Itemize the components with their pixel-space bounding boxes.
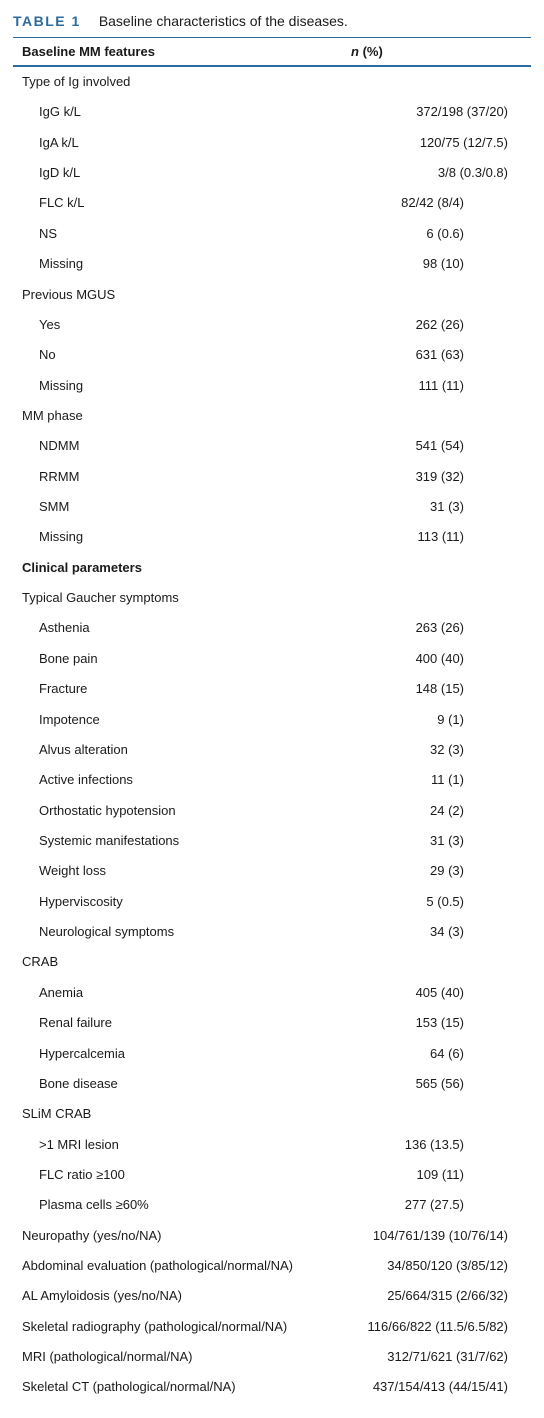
table-row	[0, 1039, 544, 1069]
row-value: 6 (0.6)	[426, 225, 464, 241]
row-value: 113 (11)	[417, 529, 464, 545]
table-row	[0, 462, 544, 492]
row-value: 111 (11)	[418, 377, 464, 393]
table-row	[0, 249, 544, 279]
table-row	[0, 826, 544, 856]
table-row	[0, 1130, 544, 1160]
row-label: SLiM CRAB	[22, 1106, 92, 1122]
table-row	[0, 1190, 544, 1220]
row-value: 31 (3)	[430, 499, 464, 515]
table-row	[0, 492, 544, 522]
row-label: IgA k/L	[39, 134, 79, 150]
row-value: 5 (0.5)	[426, 893, 464, 909]
table-row	[0, 371, 544, 401]
row-label: Skeletal CT (pathological/normal/NA)	[22, 1379, 236, 1395]
table-row	[0, 340, 544, 370]
table-row	[0, 1008, 544, 1038]
row-label: NDMM	[39, 438, 80, 454]
row-label: CRAB	[22, 954, 59, 970]
row-label: FLC ratio ≥100	[39, 1166, 125, 1182]
row-value: 312/71/621 (31/7/62)	[387, 1349, 508, 1365]
table-row	[0, 128, 544, 158]
row-value: 405 (40)	[415, 984, 464, 1000]
table-section-row	[0, 280, 544, 310]
row-label: RRMM	[39, 468, 80, 484]
table-body	[0, 67, 544, 1403]
row-value: 319 (32)	[415, 468, 464, 484]
row-label: Hypercalcemia	[39, 1045, 125, 1061]
header-count	[351, 40, 383, 64]
table-row	[0, 856, 544, 886]
table-section-row	[0, 583, 544, 613]
row-value: 263 (26)	[415, 620, 464, 636]
table-row	[0, 765, 544, 795]
table-title: Baseline characteristics of the diseases.	[98, 13, 348, 29]
row-label: Missing	[39, 529, 84, 545]
row-value: 136 (13.5)	[404, 1136, 464, 1152]
table-section-row	[0, 553, 544, 583]
row-label: IgG k/L	[39, 104, 81, 120]
table-section-row	[0, 67, 544, 97]
row-label: Systemic manifestations	[39, 832, 180, 848]
row-value: 565 (56)	[415, 1075, 464, 1091]
row-value: 82/42 (8/4)	[401, 195, 464, 211]
row-value: 31 (3)	[430, 832, 464, 848]
row-value: 541 (54)	[415, 438, 464, 454]
row-label: Renal failure	[39, 1015, 112, 1031]
row-value: 372/198 (37/20)	[416, 104, 508, 120]
header-features: Baseline MM features	[22, 44, 155, 59]
row-label: MM phase	[22, 407, 83, 423]
row-label: Hyperviscosity	[39, 893, 123, 909]
table-row	[0, 431, 544, 461]
table-row	[0, 1312, 544, 1342]
table-row	[0, 674, 544, 704]
header-n: n	[351, 44, 359, 59]
row-label: MRI (pathological/normal/NA)	[22, 1349, 193, 1365]
row-value: 34/850/120 (3/85/12)	[387, 1258, 508, 1274]
row-label: Asthenia	[39, 620, 90, 636]
row-label: Weight loss	[39, 863, 106, 879]
table-row	[0, 97, 544, 127]
row-value: 98 (10)	[422, 256, 464, 272]
row-value: 11 (1)	[431, 772, 464, 788]
table-row	[0, 613, 544, 643]
row-label: Plasma cells ≥60%	[39, 1197, 149, 1213]
row-value: 64 (6)	[430, 1045, 464, 1061]
table-row	[0, 705, 544, 735]
table-row	[0, 1342, 544, 1372]
row-label: No	[39, 347, 56, 363]
row-label: Orthostatic hypotension	[39, 802, 176, 818]
table-section-row	[0, 1099, 544, 1129]
row-label: NS	[39, 225, 58, 241]
top-rule	[13, 37, 531, 38]
table-row	[0, 1221, 544, 1251]
row-value: 34 (3)	[430, 924, 464, 940]
row-value: 29 (3)	[430, 863, 464, 879]
row-value: 24 (2)	[430, 802, 464, 818]
row-label: Alvus alteration	[39, 741, 128, 757]
row-label: Neurological symptoms	[39, 924, 175, 940]
row-value: 25/664/315 (2/66/32)	[387, 1288, 508, 1304]
row-label: Missing	[39, 256, 84, 272]
row-label: >1 MRI lesion	[39, 1136, 119, 1152]
table-row	[0, 1281, 544, 1311]
table-row	[0, 1251, 544, 1281]
table-row	[0, 978, 544, 1008]
row-label: Impotence	[39, 711, 100, 727]
table-row	[0, 796, 544, 826]
row-label: Skeletal radiography (pathological/normal/NA)	[22, 1318, 288, 1334]
row-label: Type of Ig involved	[22, 74, 131, 89]
row-value: 104/761/139 (10/76/14)	[372, 1227, 508, 1243]
table-row	[0, 219, 544, 249]
table-row	[0, 188, 544, 218]
row-value: 9 (1)	[437, 711, 464, 727]
row-value: 631 (63)	[415, 347, 464, 363]
row-value: 153 (15)	[415, 1015, 464, 1031]
row-label: Clinical parameters	[22, 559, 142, 575]
row-label: Anemia	[39, 984, 84, 1000]
row-value: 116/66/822 (11.5/6.5/82)	[367, 1318, 508, 1334]
row-label: Missing	[39, 377, 84, 393]
row-value: 120/75 (12/7.5)	[419, 134, 508, 150]
row-value: 32 (3)	[430, 741, 464, 757]
row-value: 400 (40)	[415, 650, 464, 666]
table-row	[0, 644, 544, 674]
row-label: Neuropathy (yes/no/NA)	[22, 1227, 162, 1243]
table-row	[0, 1372, 544, 1402]
table-section-row	[0, 401, 544, 431]
row-label: Bone disease	[39, 1075, 118, 1091]
row-label: Yes	[39, 316, 61, 332]
row-value: 277 (27.5)	[404, 1197, 464, 1213]
row-label: SMM	[39, 499, 70, 515]
row-value: 3/8 (0.3/0.8)	[437, 165, 508, 181]
row-value: 437/154/413 (44/15/41)	[372, 1379, 508, 1395]
table-caption	[13, 11, 348, 31]
table-row	[0, 158, 544, 188]
table-row	[0, 522, 544, 552]
row-label: Bone pain	[39, 650, 98, 666]
row-label: FLC k/L	[39, 195, 85, 211]
table-row	[0, 735, 544, 765]
row-value: 109 (11)	[416, 1166, 464, 1182]
row-label: IgD k/L	[39, 165, 81, 181]
header-pct: (%)	[358, 44, 383, 59]
table-row	[0, 1069, 544, 1099]
table-row	[0, 310, 544, 340]
table-number: TABLE 1	[13, 13, 81, 29]
table-row	[0, 917, 544, 947]
row-label: Previous MGUS	[22, 286, 116, 302]
table-row	[0, 1160, 544, 1190]
table-section-row	[0, 947, 544, 977]
table-row	[0, 887, 544, 917]
row-label: Active infections	[39, 772, 133, 788]
row-label: AL Amyloidosis (yes/no/NA)	[22, 1288, 182, 1304]
row-value: 148 (15)	[415, 681, 464, 697]
row-label: Typical Gaucher symptoms	[22, 590, 179, 606]
row-label: Fracture	[39, 681, 88, 697]
row-label: Abdominal evaluation (pathological/normal/NA)	[22, 1258, 293, 1274]
row-value: 262 (26)	[415, 316, 464, 332]
